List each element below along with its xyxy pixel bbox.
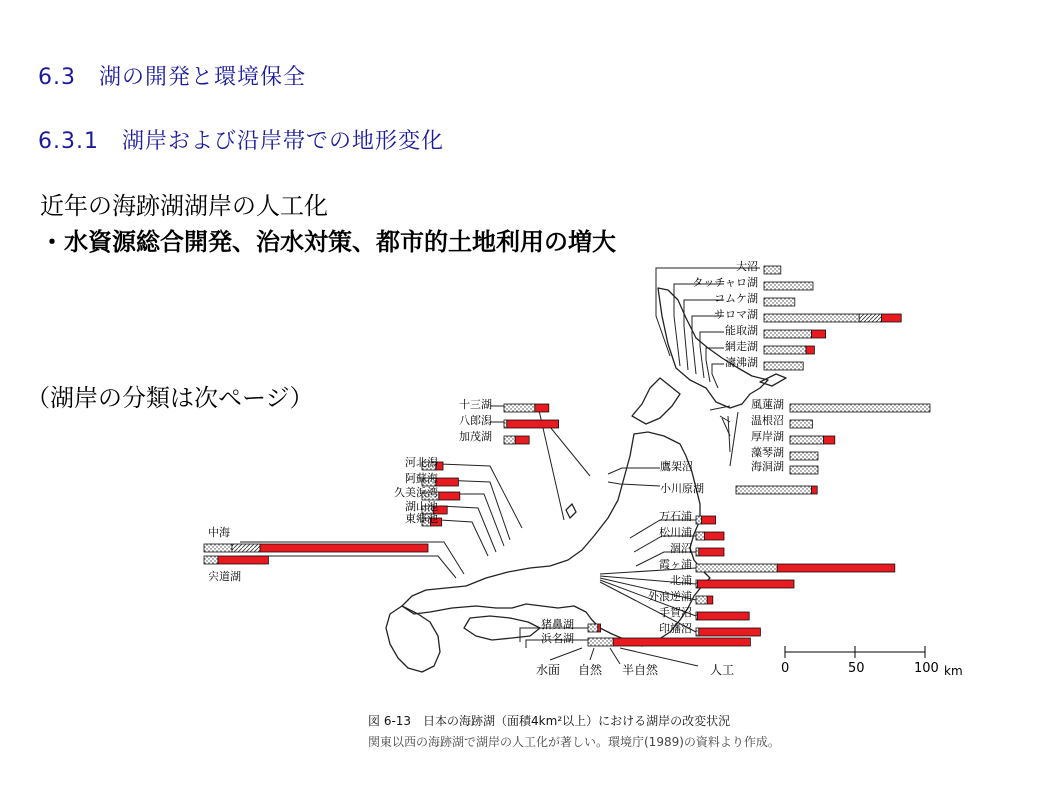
legend-natural: 自然 <box>578 663 603 677</box>
bar-artificial <box>882 314 902 322</box>
bar-artificial <box>613 638 750 646</box>
bar-natural <box>764 314 859 322</box>
lake-label: 海洞湖 <box>751 460 784 473</box>
subsection-heading: 6.3.1 湖岸および沿岸帯での地形変化 <box>38 129 444 154</box>
legend-semi-natural: 半自然 <box>622 663 659 677</box>
classification-note: （湖岸の分類は次ページ） <box>26 384 314 412</box>
bar-natural <box>504 420 507 428</box>
bar-natural <box>204 544 232 552</box>
bar-natural <box>764 346 806 354</box>
lake-label: 猪鼻湖 <box>541 618 574 631</box>
lake-label: 網走湖 <box>725 340 758 353</box>
lake-label: 印旛沼 <box>659 622 692 635</box>
bar-natural <box>696 516 702 524</box>
bar-artificial <box>535 404 549 412</box>
bar-natural <box>790 452 818 460</box>
lake-label: 河北潟 <box>405 456 438 469</box>
bar-artificial <box>824 436 835 444</box>
lake-label: 鷹架沼 <box>660 460 693 473</box>
lake-label: コムケ湖 <box>714 292 758 305</box>
lake-label: 宍道湖 <box>208 570 241 583</box>
bar-natural <box>764 266 781 274</box>
bar-natural <box>764 298 795 306</box>
body-line-1: 近年の海跡湖湖岸の人工化 <box>40 192 328 220</box>
lake-label: タッチャロ湖 <box>692 276 758 289</box>
lake-label: 湖山池 <box>405 500 438 513</box>
bar-natural <box>504 436 515 444</box>
bar-natural <box>790 436 824 444</box>
bar-natural <box>696 532 704 540</box>
lake-label: 手賀沼 <box>659 606 692 619</box>
legend <box>536 648 734 677</box>
lake-label: 八郎潟 <box>459 414 492 427</box>
lake-label: 厚岸湖 <box>751 430 784 443</box>
lake-label: 松川浦 <box>659 526 692 539</box>
lake-label: 霞ヶ浦 <box>659 558 692 571</box>
lake-label: 久美浜湾 <box>394 486 438 499</box>
bar-natural <box>764 330 812 338</box>
lake-label: 東郷池 <box>405 512 438 525</box>
bar-natural <box>790 466 818 474</box>
lake-label: 能取湖 <box>725 324 758 337</box>
bar-artificial <box>702 516 716 524</box>
lake-shore-figure <box>190 256 980 701</box>
lake-label: 外浪逆浦 <box>648 590 692 603</box>
bar-artificial <box>812 486 818 494</box>
lake-label: 濤沸湖 <box>725 356 758 369</box>
bar-natural <box>790 404 930 412</box>
legend-artificial: 人工 <box>710 663 735 677</box>
bar-natural <box>736 486 812 494</box>
lake-label: サロマ湖 <box>714 308 758 321</box>
scale-unit: km <box>944 664 963 678</box>
lake-label: 藻琴湖 <box>751 446 784 459</box>
legend-water: 水面 <box>536 663 561 677</box>
bar-artificial <box>806 346 814 354</box>
scale-bar <box>781 646 963 678</box>
bar-natural <box>790 420 812 428</box>
bar-natural <box>696 564 777 572</box>
lake-label: 小川原湖 <box>660 482 704 495</box>
bar-natural <box>588 638 613 646</box>
bar-artificial <box>697 580 794 588</box>
bar-natural <box>696 628 699 636</box>
bar-artificial <box>515 436 529 444</box>
kyushu-outline <box>386 606 440 672</box>
lake-label: 北浦 <box>670 574 692 587</box>
bar-semi-natural <box>232 544 260 552</box>
sado-outline <box>566 504 576 518</box>
scale-tick-100: 100 <box>914 661 939 676</box>
lake-label: 阿蘇海 <box>405 472 438 485</box>
lake-label: 浜名湖 <box>541 632 574 645</box>
lake-label: 十三湖 <box>459 398 492 411</box>
bar-natural <box>204 556 218 564</box>
figure-caption: 図 6-13 日本の海跡湖（面積4km²以上）における湖岸の改変状況 <box>368 714 731 728</box>
bar-artificial <box>598 624 601 632</box>
lake-label: 温根沼 <box>751 414 784 427</box>
bar-natural <box>764 282 813 290</box>
lake-label: 風蓮湖 <box>751 398 784 411</box>
bar-natural <box>696 548 699 556</box>
bar-artificial <box>704 532 724 540</box>
lake-label: 万石浦 <box>659 510 692 523</box>
lake-label: 加茂湖 <box>459 430 492 443</box>
lake-label: 大沼 <box>736 260 758 273</box>
scale-tick-0: 0 <box>781 661 790 676</box>
lake-label: 涸沼 <box>670 542 692 555</box>
bar-artificial <box>707 596 713 604</box>
scale-tick-50: 50 <box>848 661 865 676</box>
bar-natural <box>504 404 535 412</box>
body-line-2: ・水資源総合開発、治水対策、都市的土地利用の増大 <box>40 228 616 256</box>
bar-artificial <box>436 478 458 486</box>
bar-artificial <box>699 548 724 556</box>
section-heading: 6.3 湖の開発と環境保全 <box>38 65 306 90</box>
figure-subcaption: 関東以西の海跡湖で湖岸の人工化が著しい。環境庁(1989)の資料より作成。 <box>368 735 780 749</box>
bar-natural <box>696 596 707 604</box>
bar-semi-natural <box>859 314 881 322</box>
lake-label: 中海 <box>208 526 230 539</box>
bar-artificial <box>260 544 428 552</box>
bar-artificial <box>777 564 895 572</box>
bar-natural <box>764 362 803 370</box>
bar-natural <box>588 624 598 632</box>
bar-artificial <box>812 330 826 338</box>
bar-artificial <box>507 420 559 428</box>
bar-artificial <box>697 612 749 620</box>
bar-artificial <box>218 556 268 564</box>
bar-artificial <box>699 628 761 636</box>
bar-artificial <box>439 492 460 500</box>
